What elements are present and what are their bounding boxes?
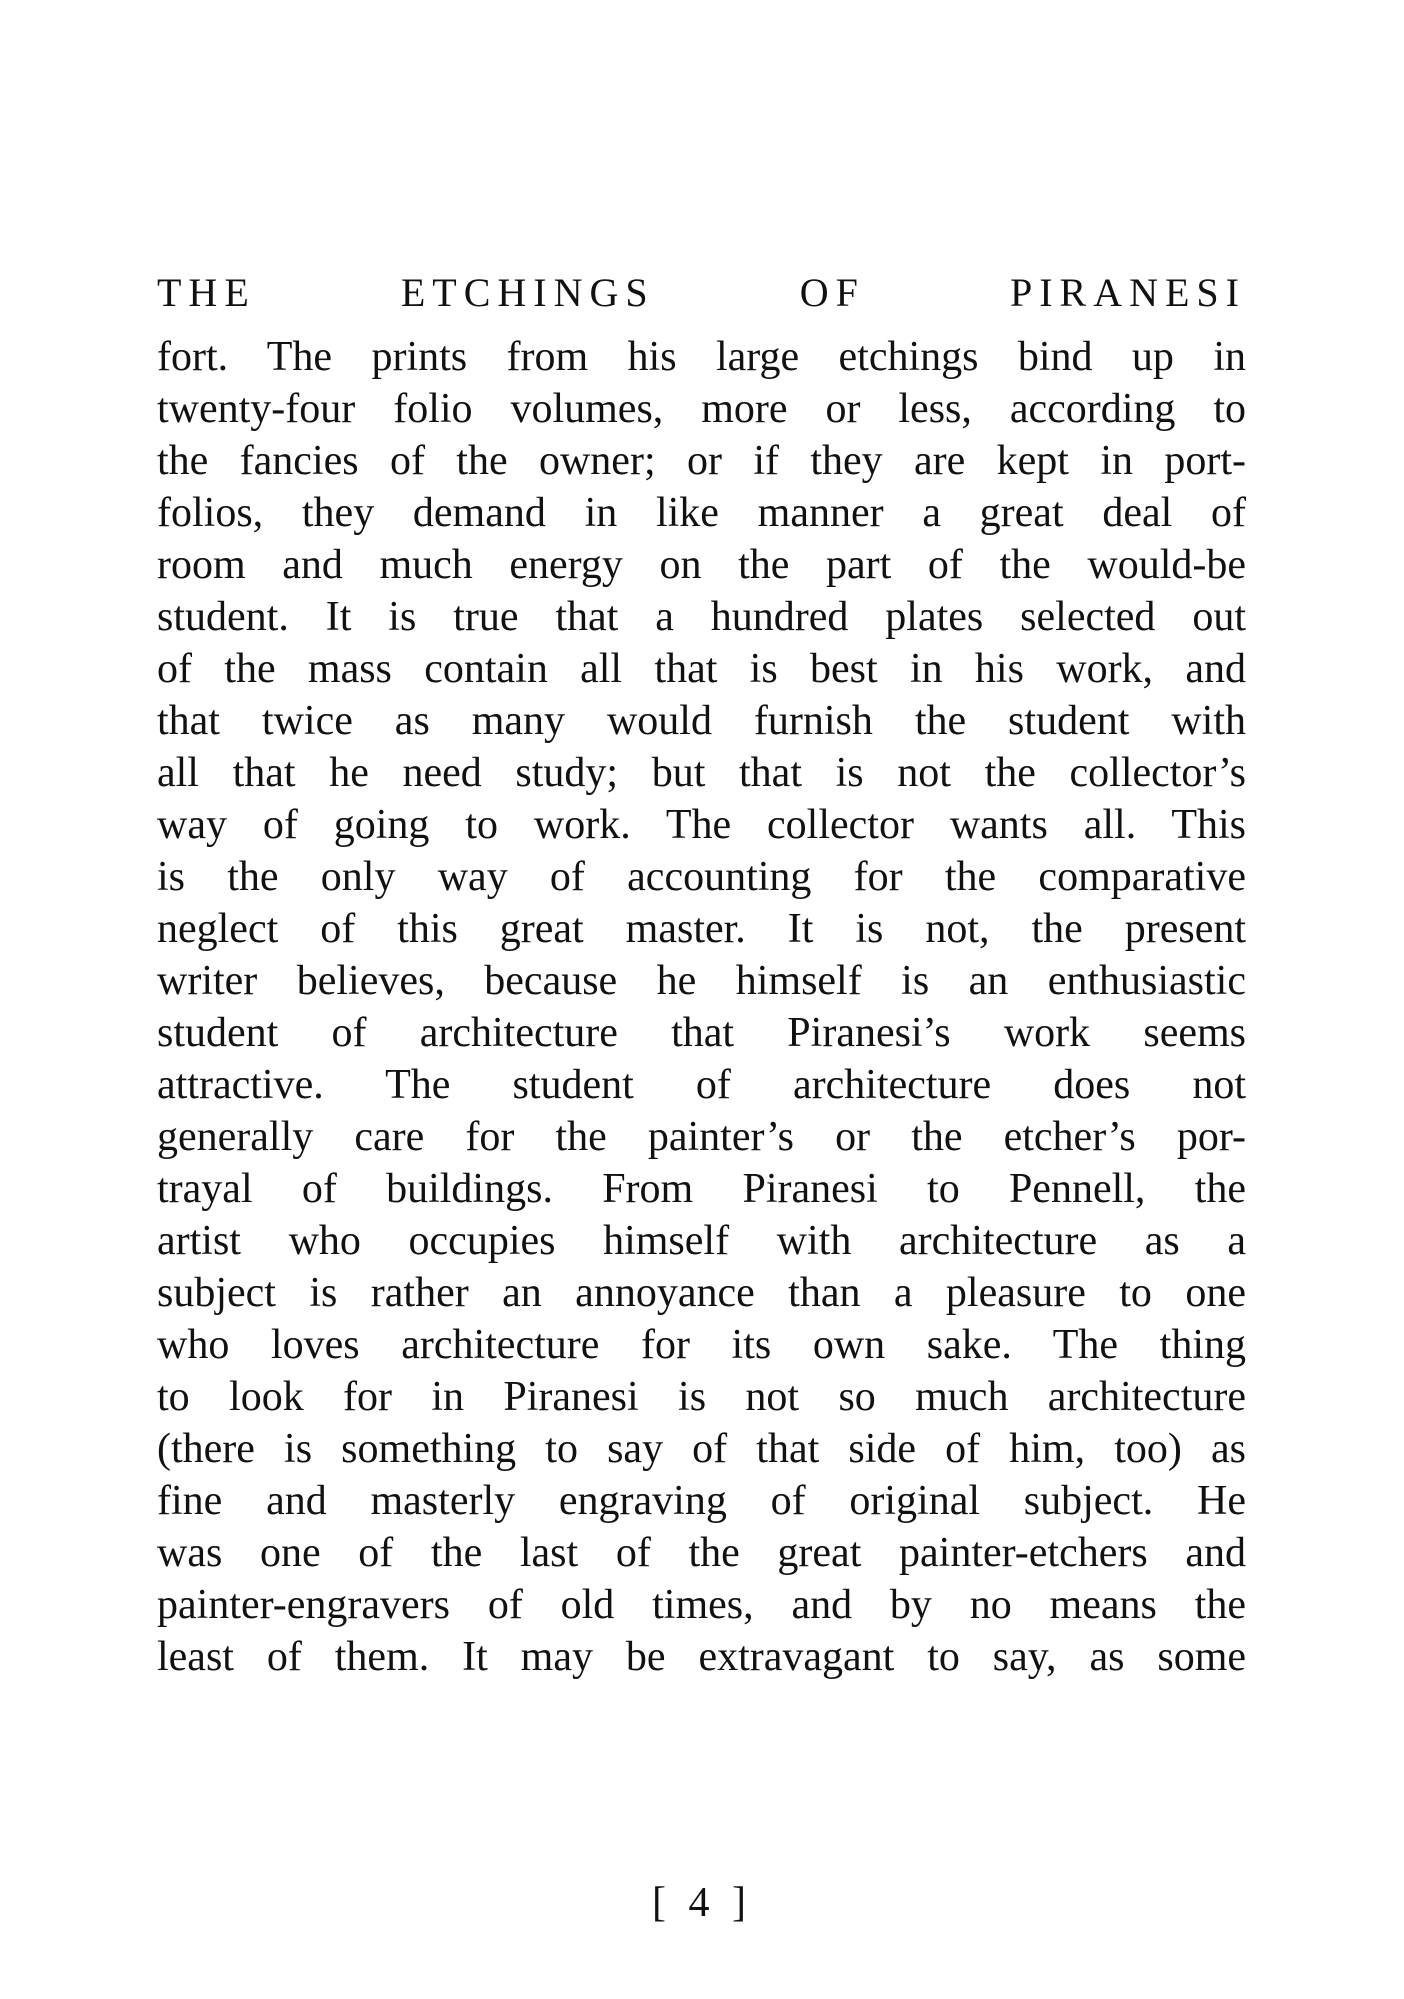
running-head-word: ETCHINGS bbox=[400, 270, 655, 315]
text-line: was one of the last of the great painter-etchers and bbox=[157, 1530, 1246, 1576]
running-head-word: PIRANESI bbox=[1009, 270, 1246, 315]
text-line: the fancies of the owner; or if they are kept in port- bbox=[157, 438, 1246, 484]
text-line: fine and masterly engraving of original subject. He bbox=[157, 1478, 1246, 1524]
running-head-word: OF bbox=[799, 270, 865, 315]
text-line: trayal of buildings. From Piranesi to Pennell, the bbox=[157, 1166, 1246, 1212]
text-line: (there is something to say of that side of him, too) as bbox=[157, 1426, 1246, 1472]
text-line: room and much energy on the part of the would-be bbox=[157, 542, 1246, 588]
running-head-word: THE bbox=[157, 270, 256, 315]
page-number: [ 4 ] bbox=[652, 1880, 752, 1926]
text-line: generally care for the painter’s or the etcher’s por- bbox=[157, 1114, 1246, 1160]
body-text bbox=[157, 331, 1246, 1683]
text-line: way of going to work. The collector wants all. This bbox=[157, 802, 1246, 848]
text-line: least of them. It may be extravagant to say, as some bbox=[157, 1634, 1246, 1680]
text-line: painter-engravers of old times, and by no means the bbox=[157, 1582, 1246, 1628]
text-line: fort. The prints from his large etchings bind up in bbox=[157, 334, 1246, 380]
text-line: all that he need study; but that is not the collector’s bbox=[157, 750, 1246, 796]
text-line: who loves architecture for its own sake. The thing bbox=[157, 1322, 1246, 1368]
running-head bbox=[157, 268, 1246, 318]
text-line: subject is rather an annoyance than a pleasure to one bbox=[157, 1270, 1246, 1316]
text-line: twenty-four folio volumes, more or less, according to bbox=[157, 386, 1246, 432]
text-line: folios, they demand in like manner a great deal of bbox=[157, 490, 1246, 536]
text-line: neglect of this great master. It is not, the present bbox=[157, 906, 1246, 952]
text-line: student. It is true that a hundred plates selected out bbox=[157, 594, 1246, 640]
text-line: student of architecture that Piranesi’s work seems bbox=[157, 1010, 1246, 1056]
text-line: artist who occupies himself with architecture as a bbox=[157, 1218, 1246, 1264]
text-line: to look for in Piranesi is not so much architecture bbox=[157, 1374, 1246, 1420]
text-line: of the mass contain all that is best in his work, and bbox=[157, 646, 1246, 692]
text-line: is the only way of accounting for the comparative bbox=[157, 854, 1246, 900]
text-line: that twice as many would furnish the student with bbox=[157, 698, 1246, 744]
text-line: attractive. The student of architecture does not bbox=[157, 1062, 1246, 1108]
text-line: writer believes, because he himself is an enthusiastic bbox=[157, 958, 1246, 1004]
